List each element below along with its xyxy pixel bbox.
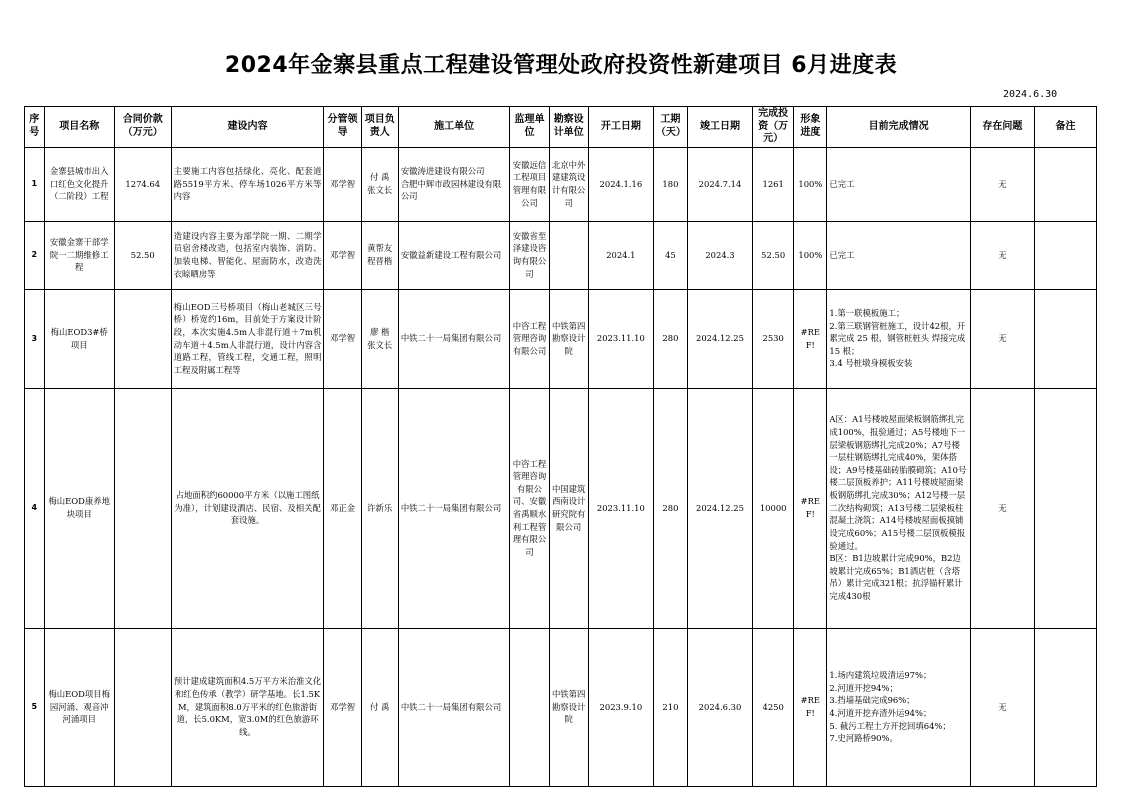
issues: 无: [970, 289, 1034, 388]
current-status: 已完工: [827, 147, 971, 221]
duration-days: 280: [653, 289, 687, 388]
remarks: [1034, 147, 1096, 221]
project-name: 梅山EOD康养地块项目: [44, 388, 114, 628]
construction-content: 梅山EOD三号桥项目（梅山老城区三号桥）桥宽约16m，目前处于方案设计阶段，本次实施4.5m人非混行道＋7m机动车道＋4.5m人非混行道，设计内容含道路工程，管线工程，交通工程，照明工程及附属工程等: [171, 289, 324, 388]
duration-days: 180: [653, 147, 687, 221]
designer: 中铁第四勘察设计院: [549, 289, 588, 388]
contract-price: [114, 289, 171, 388]
invested-amount: 52.50: [753, 221, 794, 289]
start-date: 2024.1.16: [588, 147, 653, 221]
designer: 北京中外建建筑设计有限公司: [549, 147, 588, 221]
header-cell: 目前完成情况: [827, 107, 971, 148]
contractor: 安徽益新建设工程有限公司: [398, 221, 510, 289]
current-status: 1.第一联模板施工； 2.第三联钢管桩施工，设计42根，开累完成 25 根，钢管桩桩头 焊接完成 15 根； 3.4 号桩墩身模板安装: [827, 289, 971, 388]
header-cell: 建设内容: [171, 107, 324, 148]
construction-content: 预计建成建筑面积4.5万平方米治淮文化和红色传承（教学）研学基地。长1.5KM，建筑面积8.0万平米的红色旅游街道，长5.0KM，宽3.0M的红色旅游环线。: [171, 628, 324, 786]
start-date: 2023.11.10: [588, 289, 653, 388]
construction-content: 占地面积约60000平方米（以施工图纸为准），计划建设酒店、民宿、及相关配套设施。: [171, 388, 324, 628]
project-manager: 付 禹: [361, 628, 398, 786]
contractor: 中铁二十一局集团有限公司: [398, 388, 510, 628]
start-date: 2023.9.10: [588, 628, 653, 786]
progress: #REF!: [794, 388, 827, 628]
header-cell: 备注: [1034, 107, 1096, 148]
end-date: 2024.12.25: [687, 388, 752, 628]
duration-days: 210: [653, 628, 687, 786]
header-cell: 竣工日期: [687, 107, 752, 148]
invested-amount: 10000: [753, 388, 794, 628]
contract-price: 52.50: [114, 221, 171, 289]
remarks: [1034, 289, 1096, 388]
leader: 邓学智: [324, 221, 361, 289]
contract-price: [114, 628, 171, 786]
end-date: 2024.6.30: [687, 628, 752, 786]
start-date: 2023.11.10: [588, 388, 653, 628]
contractor: 中铁二十一局集团有限公司: [398, 289, 510, 388]
contractor: 中铁二十一局集团有限公司: [398, 628, 510, 786]
leader: 邓学智: [324, 289, 361, 388]
leader: 邓学智: [324, 628, 361, 786]
duration-days: 45: [653, 221, 687, 289]
current-status: A区：A1号楼坡屋面梁板钢筋绑扎完成100%，报验通过；A5号楼地下一层梁板钢筋绑扎完成20%；A7号楼一层柱钢筋绑扎完成40%，架体搭设；A9号楼基础砖胎膜砌筑；A10号楼二层顶板养护；A11号楼坡屋面梁板钢筋绑扎完成30%；A12号楼一层二次结构砌筑；A13号楼二层梁板柱混凝土浇筑；A14号楼坡屋面板摸铺设完成60%；A15号楼二层顶板模报验通过。 B区：B1边坡累计完成90%，B2边坡累计完成65%；B1酒店桩（含塔吊）累计完成321根；抗浮锚杆累计完成430根: [827, 388, 971, 628]
table-row: [25, 221, 1097, 289]
progress: #REF!: [794, 289, 827, 388]
remarks: [1034, 628, 1096, 786]
row-number: 3: [25, 289, 45, 388]
end-date: 2024.12.25: [687, 289, 752, 388]
supervisor: 安徽远信工程项目管理有限公司: [510, 147, 549, 221]
progress: #REF!: [794, 628, 827, 786]
supervisor: 中咨工程管理咨询有限公司: [510, 289, 549, 388]
report-date: 2024.6.30: [1003, 89, 1058, 100]
duration-days: 280: [653, 388, 687, 628]
supervisor: 中咨工程管理咨询有限公司、安徽省禹顺水利工程管理有限公司: [510, 388, 549, 628]
project-name: 安徽金寨干部学院一二期维修工程: [44, 221, 114, 289]
table-row: [25, 147, 1097, 221]
header-cell: 工期（天）: [653, 107, 687, 148]
leader: 邓正金: [324, 388, 361, 628]
header-cell: 勘察设计单位: [549, 107, 588, 148]
issues: 无: [970, 388, 1034, 628]
designer: 中铁第四勘察设计院: [549, 628, 588, 786]
header-cell: 监理单位: [510, 107, 549, 148]
start-date: 2024.1: [588, 221, 653, 289]
header-cell: 开工日期: [588, 107, 653, 148]
row-number: 4: [25, 388, 45, 628]
table-row: [25, 628, 1097, 786]
designer: [549, 221, 588, 289]
project-manager: 黄帮友 程晋楷: [361, 221, 398, 289]
header-cell: 合同价款（万元）: [114, 107, 171, 148]
leader: 邓学智: [324, 147, 361, 221]
construction-content: 造建设内容主要为部学院一期、二期学员宿舍楼改造，包括室内装饰、消防、加装电梯、智能化、屋面防水，改造洗衣晾晒房等: [171, 221, 324, 289]
progress-table: [24, 106, 1097, 787]
issues: 无: [970, 221, 1034, 289]
supervisor: [510, 628, 549, 786]
table-row: [25, 289, 1097, 388]
remarks: [1034, 221, 1096, 289]
project-manager: 付 禹 张文长: [361, 147, 398, 221]
page-title: 2024年金寨县重点工程建设管理处政府投资性新建项目 6月进度表: [224, 53, 898, 78]
project-name: 金寨县城市出入口红色文化提升（二阶段）工程: [44, 147, 114, 221]
project-manager: 廖 楷 张文长: [361, 289, 398, 388]
header-cell: 完成投资（万元）: [753, 107, 794, 148]
issues: 无: [970, 628, 1034, 786]
header-cell: 分管领导: [324, 107, 361, 148]
issues: 无: [970, 147, 1034, 221]
contract-price: [114, 388, 171, 628]
current-status: 1.场内建筑垃圾清运97%； 2.河道开挖94%； 3.挡墙基础完成96%； 4.河道开挖弃渣外运94%； 5. 截污工程土方开挖回填64%； 7.史河路桥90%。: [827, 628, 971, 786]
progress: 100%: [794, 147, 827, 221]
project-name: 梅山EOD3#桥项目: [44, 289, 114, 388]
invested-amount: 4250: [753, 628, 794, 786]
row-number: 2: [25, 221, 45, 289]
header-cell: 施工单位: [398, 107, 510, 148]
header-row: [25, 107, 1097, 148]
header-cell: 序号: [25, 107, 45, 148]
project-manager: 许新乐: [361, 388, 398, 628]
progress: 100%: [794, 221, 827, 289]
header-cell: 项目名称: [44, 107, 114, 148]
construction-content: 主要施工内容包括绿化、亮化、配套道路5519平方米、停车场1026平方米等内容: [171, 147, 324, 221]
header-cell: 形象进度: [794, 107, 827, 148]
project-name: 梅山EOD项目梅园河涌、观音冲河涌项目: [44, 628, 114, 786]
supervisor: 安徽省至泽建设咨询有限公司: [510, 221, 549, 289]
header-cell: 存在问题: [970, 107, 1034, 148]
designer: 中国建筑西南设计研究院有限公司: [549, 388, 588, 628]
invested-amount: 2530: [753, 289, 794, 388]
current-status: 已完工: [827, 221, 971, 289]
invested-amount: 1261: [753, 147, 794, 221]
remarks: [1034, 388, 1096, 628]
end-date: 2024.7.14: [687, 147, 752, 221]
table-row: [25, 388, 1097, 628]
header-cell: 项目负责人: [361, 107, 398, 148]
contract-price: 1274.64: [114, 147, 171, 221]
row-number: 1: [25, 147, 45, 221]
row-number: 5: [25, 628, 45, 786]
end-date: 2024.3: [687, 221, 752, 289]
contractor: 安徽涛进建设有限公司 合肥中辉市政园林建设有限公司: [398, 147, 510, 221]
